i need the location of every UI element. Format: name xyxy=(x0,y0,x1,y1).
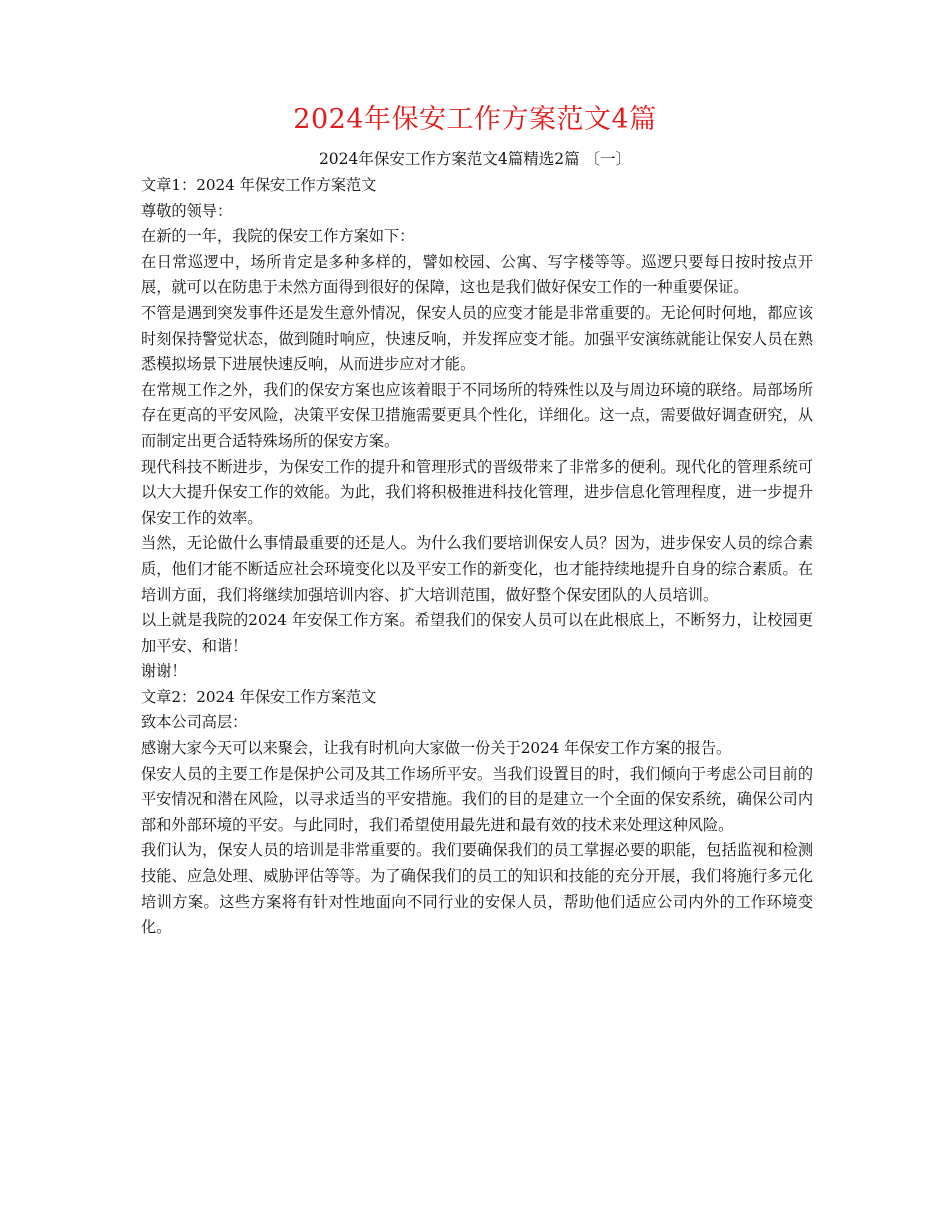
document-title: 2024年保安工作方案范文4篇 xyxy=(293,104,657,135)
paragraph: 当然，无论做什么事情最重要的还是人。为什么我们要培训保安人员？因为，进步保安人员的综合素质，他们才能不断适应社会环境变化以及平安工作的新变化，也才能持续地提升自身的综合素质。在培训方面，我们将继续加强培训内容、扩大培训范围，做好整个保安团队的人员培训。 xyxy=(141,534,813,604)
document-body xyxy=(141,173,813,941)
paragraph: 保安人员的主要工作是保护公司及其工作场所平安。当我们设置目的时，我们倾向于考虑公司目前的平安情况和潜在风险，以寻求适当的平安措施。我们的目的是建立一个全面的保安系统，确保公司内部和外部环境的平安。与此同时，我们希望使用最先进和最有效的技术来处理这种风险。 xyxy=(141,764,813,834)
paragraph: 以上就是我院的2024 年安保工作方案。希望我们的保安人员可以在此根底上，不断努力，让校园更加平安、和谐！ xyxy=(141,611,813,655)
document-subtitle: 2024年保安工作方案范文4篇精选2篇 〔一〕 xyxy=(318,150,632,168)
paragraph: 在常规工作之外，我们的保安方案也应该着眼于不同场所的特殊性以及与周边环境的联络。局部场所存在更高的平安风险，决策平安保卫措施需要更具个性化，详细化。这一点，需要做好调查研究，从而制定出更合适特殊场所的保安方案。 xyxy=(141,380,813,450)
paragraph: 文章1：2024 年保安工作方案范文 xyxy=(141,176,377,194)
paragraph: 我们认为，保安人员的培训是非常重要的。我们要确保我们的员工掌握必要的职能，包括监视和检测技能、应急处理、威胁评估等等。为了确保我们的员工的知识和技能的充分开展，我们将施行多元化培训方案。这些方案将有针对性地面向不同行业的安保人员，帮助他们适应公司内外的工作环境变化。 xyxy=(141,841,813,937)
paragraph: 谢谢！ xyxy=(141,662,187,681)
paragraph: 尊敬的领导： xyxy=(141,201,233,220)
paragraph: 致本公司高层： xyxy=(141,713,248,732)
paragraph: 感谢大家今天可以来聚会，让我有时机向大家做一份关于2024 年保安工作方案的报告。 xyxy=(141,739,732,758)
paragraph: 现代科技不断进步，为保安工作的提升和管理形式的晋级带来了非常多的便利。现代化的管理系统可以大大提升保安工作的效能。为此，我们将积极推进科技化管理，进步信息化管理程度，进一步提升保安工作的效率。 xyxy=(141,457,813,527)
paragraph: 文章2：2024 年保安工作方案范文 xyxy=(141,687,377,706)
paragraph: 不管是遇到突发事件还是发生意外情况，保安人员的应变才能是非常重要的。无论何时何地，都应该时刻保持警觉状态，做到随时响应，快速反响，并发挥应变才能。加强平安演练就能让保安人员在熟悉模拟场景下进展快速反响，从而进步应对才能。 xyxy=(141,303,813,374)
paragraph: 在新的一年，我院的保安工作方案如下： xyxy=(141,227,415,246)
paragraph: 在日常巡逻中，场所肯定是多种多样的，譬如校园、公寓、写字楼等等。巡逻只要每日按时按点开展，就可以在防患于未然方面得到很好的保障，这也是我们做好保安工作的一种重要保证。 xyxy=(141,252,813,297)
